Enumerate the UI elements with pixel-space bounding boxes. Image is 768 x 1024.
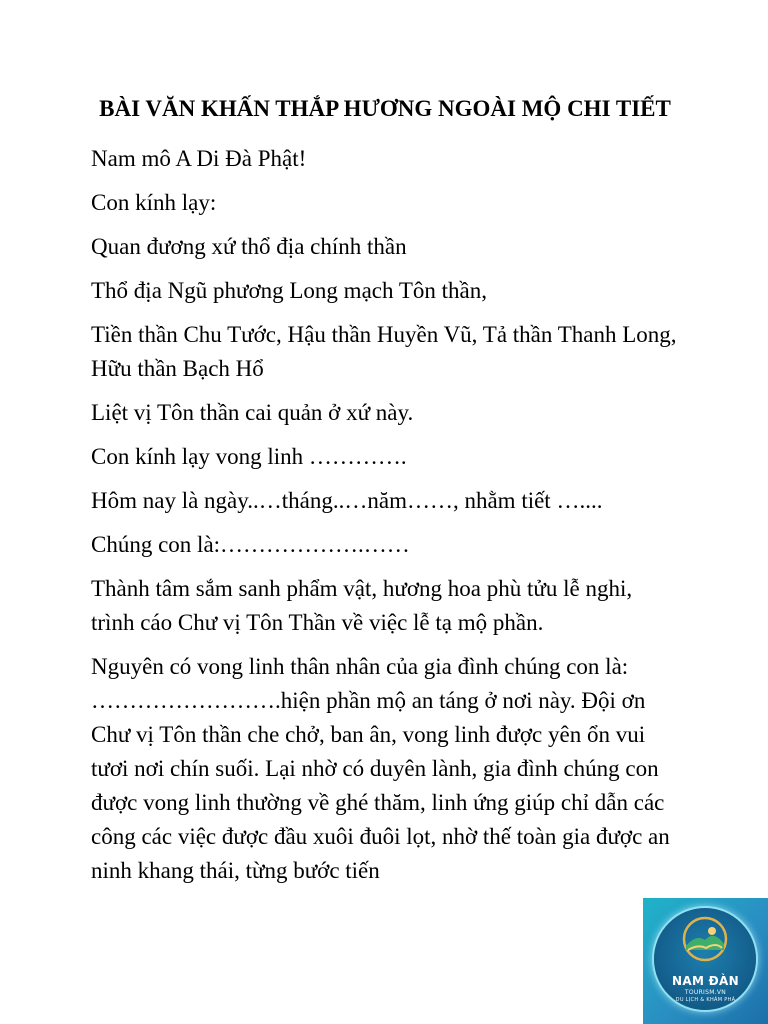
paragraph: Liệt vị Tôn thần cai quản ở xứ này. (91, 400, 414, 425)
paragraph: Nguyên có vong linh thân nhân của gia đình chúng con là: …………………….hiện phần mộ an táng ở nơi này. Đội ơn Chư vị Tôn thần che chở, ban ân, vong linh được yên ổn vui tươi nơi chín suối. Lại nhờ có duyên lành, gia đình chúng con được vong linh thường về ghé thăm, linh ứng giúp chỉ dẫn các công các việc được đầu xuôi đuôi lọt, nhờ thế toàn gia được an ninh khang thái, từng bước tiến (91, 654, 670, 883)
paragraph: Thổ địa Ngũ phương Long mạch Tôn thần, (91, 278, 487, 303)
landscape-emblem-icon (676, 916, 734, 962)
paragraph: Tiền thần Chu Tước, Hậu thần Huyền Vũ, Tả thần Thanh Long, Hữu thần Bạch Hổ (91, 322, 677, 381)
paragraph: Hôm nay là ngày..…tháng..…năm……, nhằm tiết ….... (91, 488, 603, 513)
nam-dan-tourism-logo (643, 898, 768, 1024)
logo-name: NAM ĐÀN (672, 974, 739, 988)
paragraph: Chúng con là:……………….…… (91, 532, 410, 557)
document-title: BÀI VĂN KHẤN THẮP HƯƠNG NGOÀI MỘ CHI TIẾT (99, 96, 671, 121)
paragraph: Con kính lạy: (91, 190, 217, 215)
logo-tagline: DU LỊCH & KHÁM PHÁ (675, 997, 736, 1003)
document-page (91, 92, 679, 898)
paragraph: Con kính lạy vong linh …………. (91, 444, 407, 469)
logo-site: TOURISM.VN (684, 989, 727, 996)
paragraph: Thành tâm sắm sanh phẩm vật, hương hoa phù tửu lễ nghi, trình cáo Chư vị Tôn Thần về việc lễ tạ mộ phần. (91, 576, 633, 635)
paragraph: Nam mô A Di Đà Phật! (91, 146, 307, 171)
paragraph: Quan đương xứ thổ địa chính thần (91, 234, 407, 259)
